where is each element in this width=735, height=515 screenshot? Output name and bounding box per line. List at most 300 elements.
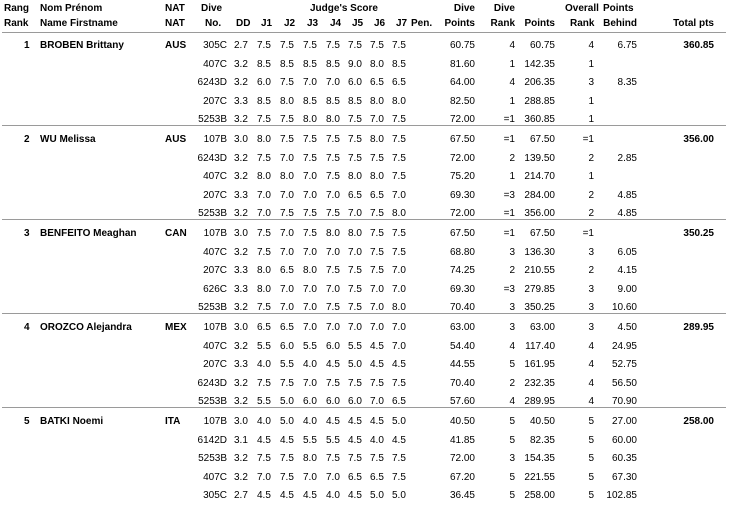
athlete-name: BROBEN Brittany — [40, 40, 124, 51]
dive-number: 5253B — [198, 396, 227, 407]
header-nat-1: NAT — [165, 3, 185, 14]
judge-score: 7.0 — [280, 284, 294, 295]
judge-score: 8.5 — [303, 96, 317, 107]
judge-score: 4.0 — [326, 490, 340, 501]
judge-score: 7.0 — [280, 153, 294, 164]
header-col-j4: J4 — [330, 18, 342, 29]
overall-points: 82.35 — [529, 435, 555, 446]
judge-score: 6.0 — [326, 396, 340, 407]
dive-points: 74.25 — [449, 265, 475, 276]
judge-score: 8.0 — [303, 114, 317, 125]
dive-dd: 3.0 — [234, 134, 248, 145]
overall-rank: =1 — [582, 228, 594, 239]
judge-score: 6.5 — [348, 190, 362, 201]
judge-score: 8.5 — [303, 59, 317, 70]
athlete-total: 289.95 — [683, 322, 714, 333]
points-behind: 60.00 — [611, 435, 637, 446]
judge-score: 7.5 — [280, 472, 294, 483]
overall-points: 136.30 — [524, 247, 555, 258]
judge-score: 7.0 — [303, 77, 317, 88]
judge-score: 7.0 — [257, 472, 271, 483]
judge-score: 7.0 — [326, 77, 340, 88]
dive-dd: 3.2 — [234, 59, 248, 70]
dive-rank: =3 — [503, 284, 515, 295]
judge-score: 7.0 — [280, 302, 294, 313]
dive-dd: 3.0 — [234, 416, 248, 427]
judge-score: 7.5 — [326, 265, 340, 276]
overall-points: 117.40 — [525, 341, 555, 352]
header-dive-1: Dive — [201, 3, 223, 14]
judge-score: 6.5 — [280, 322, 294, 333]
dive-dd: 3.2 — [234, 453, 248, 464]
judge-score: 6.5 — [370, 190, 384, 201]
dive-points: 70.40 — [449, 302, 475, 313]
dive-points: 72.00 — [449, 208, 475, 219]
overall-points: 206.35 — [524, 77, 555, 88]
judge-score: 7.0 — [303, 302, 317, 313]
header-total-pts: Total pts — [673, 18, 714, 29]
points-behind: 102.85 — [606, 490, 637, 501]
dive-number: 407C — [203, 341, 227, 352]
judge-score: 6.0 — [326, 341, 340, 352]
dive-number: 626C — [203, 284, 227, 295]
judge-score: 8.0 — [392, 208, 406, 219]
overall-rank: 4 — [588, 378, 594, 389]
dive-number: 407C — [203, 472, 227, 483]
judge-score: 7.0 — [303, 322, 317, 333]
judge-score: 7.5 — [348, 284, 362, 295]
judge-score: 7.5 — [280, 114, 294, 125]
athlete-name: BENFEITO Meaghan — [40, 228, 137, 239]
judge-score: 8.5 — [392, 59, 406, 70]
dive-dd: 3.1 — [234, 435, 248, 446]
judge-score: 4.0 — [370, 435, 384, 446]
judge-score: 8.5 — [257, 59, 271, 70]
overall-rank: 2 — [588, 265, 594, 276]
dive-points: 67.50 — [449, 134, 475, 145]
dive-dd: 3.2 — [234, 396, 248, 407]
dive-number: 5253B — [198, 453, 227, 464]
points-behind: 4.50 — [617, 322, 637, 333]
points-behind: 9.00 — [617, 284, 637, 295]
header-name-fr: Nom Prénom — [40, 3, 103, 14]
judge-score: 5.0 — [280, 416, 294, 427]
athlete-total: 350.25 — [683, 228, 714, 239]
judge-score: 7.5 — [303, 40, 317, 51]
judge-score: 7.5 — [303, 134, 317, 145]
judge-score: 7.5 — [392, 247, 406, 258]
athlete-nat: MEX — [165, 322, 187, 333]
overall-rank: 5 — [588, 472, 594, 483]
dive-rank: =1 — [503, 208, 515, 219]
judge-score: 7.5 — [370, 265, 384, 276]
judge-score: 7.5 — [257, 378, 271, 389]
judge-score: 6.5 — [370, 77, 384, 88]
overall-points: 154.35 — [524, 453, 555, 464]
header-col-j2: J2 — [284, 18, 296, 29]
judge-score: 4.5 — [280, 435, 294, 446]
overall-rank: 2 — [588, 153, 594, 164]
header-penalty: Pen. — [411, 18, 433, 29]
judge-score: 5.0 — [370, 490, 384, 501]
judge-score: 7.5 — [392, 171, 406, 182]
header-name: Name Firstname — [40, 18, 118, 29]
judge-score: 7.5 — [392, 453, 406, 464]
header-overall-rank: Rank — [570, 18, 595, 29]
dive-dd: 3.3 — [234, 284, 248, 295]
dive-rank: 3 — [509, 302, 515, 313]
judge-score: 7.0 — [392, 265, 406, 276]
judge-score: 7.5 — [326, 378, 340, 389]
header-col-j1: J1 — [261, 18, 273, 29]
dive-points: 40.50 — [449, 416, 475, 427]
dive-dd: 3.3 — [234, 190, 248, 201]
dive-number: 107B — [203, 134, 227, 145]
judge-score: 4.5 — [392, 359, 406, 370]
dive-rank: =1 — [503, 114, 515, 125]
judge-score: 7.0 — [326, 247, 340, 258]
header-divider — [2, 32, 726, 33]
judge-score: 7.0 — [303, 190, 317, 201]
judge-score: 5.0 — [348, 359, 362, 370]
athlete-name: WU Melissa — [40, 134, 96, 145]
dive-dd: 3.2 — [234, 208, 248, 219]
judge-score: 4.5 — [348, 490, 362, 501]
judge-score: 8.0 — [303, 453, 317, 464]
judge-score: 7.5 — [326, 208, 340, 219]
judge-score: 7.0 — [257, 208, 271, 219]
judge-score: 6.0 — [348, 396, 362, 407]
judge-score: 7.5 — [257, 153, 271, 164]
dive-dd: 2.7 — [234, 490, 248, 501]
judge-score: 7.0 — [348, 322, 362, 333]
judge-score: 7.5 — [326, 134, 340, 145]
overall-rank: 1 — [588, 114, 594, 125]
overall-points: 350.25 — [524, 302, 555, 313]
overall-rank: 3 — [588, 77, 594, 88]
judge-score: 7.0 — [326, 322, 340, 333]
overall-points: 60.75 — [529, 40, 555, 51]
judge-score: 7.5 — [280, 208, 294, 219]
overall-points: 232.35 — [524, 378, 555, 389]
judge-score: 7.5 — [257, 114, 271, 125]
dive-number: 107B — [203, 322, 227, 333]
judge-score: 7.5 — [303, 208, 317, 219]
dive-rank: 4 — [509, 341, 515, 352]
dive-rank: 5 — [509, 359, 515, 370]
overall-rank: 4 — [588, 359, 594, 370]
points-behind: 60.35 — [611, 453, 637, 464]
judge-score: 4.0 — [303, 416, 317, 427]
judge-score: 7.5 — [370, 247, 384, 258]
judge-score: 4.5 — [370, 359, 384, 370]
judge-score: 7.5 — [257, 247, 271, 258]
dive-rank: =1 — [503, 134, 515, 145]
overall-points: 67.50 — [529, 228, 555, 239]
judge-score: 4.0 — [257, 359, 271, 370]
header-col-j5: J5 — [352, 18, 364, 29]
judge-score: 7.5 — [257, 302, 271, 313]
dive-number: 107B — [203, 228, 227, 239]
athlete-rank: 3 — [24, 228, 30, 239]
dive-dd: 3.0 — [234, 322, 248, 333]
judge-score: 5.5 — [348, 341, 362, 352]
judge-score: 7.0 — [370, 302, 384, 313]
overall-rank: 2 — [588, 190, 594, 201]
judge-score: 7.0 — [392, 190, 406, 201]
dive-points: 69.30 — [449, 284, 475, 295]
overall-rank: 5 — [588, 435, 594, 446]
judge-score: 7.5 — [370, 153, 384, 164]
dive-points: 82.50 — [449, 96, 475, 107]
athlete-divider — [2, 219, 726, 220]
judge-score: 7.0 — [348, 247, 362, 258]
dive-rank: 2 — [509, 265, 515, 276]
judge-score: 7.5 — [280, 453, 294, 464]
judge-score: 4.5 — [392, 435, 406, 446]
dive-rank: 2 — [509, 153, 515, 164]
dive-dd: 3.2 — [234, 472, 248, 483]
overall-points: 214.70 — [524, 171, 555, 182]
judge-score: 6.5 — [257, 322, 271, 333]
judge-score: 6.0 — [303, 396, 317, 407]
overall-rank: 4 — [588, 40, 594, 51]
header-col-dd: DD — [236, 18, 251, 29]
judge-score: 7.5 — [326, 453, 340, 464]
dive-number: 5253B — [198, 208, 227, 219]
overall-rank: 3 — [588, 322, 594, 333]
header-overall-points: Points — [524, 18, 555, 29]
judge-score: 8.0 — [280, 96, 294, 107]
overall-points: 67.50 — [529, 134, 555, 145]
dive-number: 305C — [203, 490, 227, 501]
judge-score: 4.5 — [348, 435, 362, 446]
dive-number: 5253B — [198, 302, 227, 313]
dive-number: 6243D — [197, 378, 227, 389]
judge-score: 8.0 — [370, 96, 384, 107]
dive-rank: 1 — [509, 171, 515, 182]
points-behind: 52.75 — [611, 359, 637, 370]
judge-score: 5.0 — [392, 416, 406, 427]
judge-score: 5.5 — [257, 341, 271, 352]
athlete-name: BATKI Noemi — [40, 416, 104, 427]
judge-score: 8.5 — [280, 59, 294, 70]
judge-score: 7.0 — [303, 284, 317, 295]
overall-points: 360.85 — [524, 114, 555, 125]
overall-rank: 4 — [588, 341, 594, 352]
dive-points: 68.80 — [449, 247, 475, 258]
judge-score: 7.5 — [348, 114, 362, 125]
points-behind: 10.60 — [611, 302, 637, 313]
overall-points: 40.50 — [529, 416, 555, 427]
header-dive-rank-2: Rank — [490, 18, 515, 29]
judge-score: 7.0 — [370, 284, 384, 295]
header-points-1: Points — [603, 3, 634, 14]
dive-dd: 3.3 — [234, 96, 248, 107]
dive-points: 57.60 — [449, 396, 475, 407]
points-behind: 2.85 — [617, 153, 637, 164]
judge-score: 4.5 — [348, 416, 362, 427]
dive-points: 72.00 — [449, 114, 475, 125]
overall-rank: 2 — [588, 208, 594, 219]
overall-points: 284.00 — [524, 190, 555, 201]
judge-score: 7.0 — [257, 190, 271, 201]
overall-points: 356.00 — [524, 208, 555, 219]
judge-score: 4.5 — [370, 341, 384, 352]
dive-points: 72.00 — [449, 453, 475, 464]
judge-score: 4.5 — [303, 490, 317, 501]
judge-score: 8.0 — [303, 265, 317, 276]
judge-score: 8.0 — [257, 284, 271, 295]
judge-score: 6.0 — [348, 77, 362, 88]
overall-rank: 5 — [588, 490, 594, 501]
dive-rank: =1 — [503, 228, 515, 239]
judge-score: 7.5 — [392, 378, 406, 389]
judge-score: 8.0 — [392, 96, 406, 107]
overall-rank: 3 — [588, 247, 594, 258]
dive-number: 5253B — [198, 114, 227, 125]
judge-score: 7.0 — [326, 472, 340, 483]
judge-score: 7.0 — [392, 341, 406, 352]
judge-score: 8.0 — [348, 171, 362, 182]
overall-points: 161.95 — [524, 359, 555, 370]
dive-dd: 3.2 — [234, 153, 248, 164]
header-dive-no: No. — [205, 18, 222, 29]
dive-number: 407C — [203, 171, 227, 182]
dive-dd: 2.7 — [234, 40, 248, 51]
judge-score: 7.0 — [280, 190, 294, 201]
judge-score: 7.0 — [303, 171, 317, 182]
points-behind: 6.05 — [617, 247, 637, 258]
dive-number: 107B — [203, 416, 227, 427]
overall-points: 279.85 — [524, 284, 555, 295]
points-behind: 8.35 — [617, 77, 637, 88]
judge-score: 7.5 — [370, 228, 384, 239]
overall-points: 142.35 — [524, 59, 555, 70]
judge-score: 8.0 — [392, 302, 406, 313]
judge-score: 5.5 — [326, 435, 340, 446]
judge-score: 4.5 — [257, 435, 271, 446]
header-dive-points-2: Points — [444, 18, 475, 29]
overall-points: 210.55 — [524, 265, 555, 276]
judge-score: 7.5 — [392, 228, 406, 239]
overall-rank: 1 — [588, 59, 594, 70]
athlete-divider — [2, 125, 726, 126]
judge-score: 7.0 — [303, 472, 317, 483]
overall-points: 221.55 — [524, 472, 555, 483]
overall-rank: 1 — [588, 96, 594, 107]
points-behind: 56.50 — [611, 378, 637, 389]
athlete-rank: 1 — [24, 40, 30, 51]
judge-score: 4.5 — [326, 359, 340, 370]
judge-score: 7.0 — [303, 247, 317, 258]
dive-number: 6243D — [197, 153, 227, 164]
judge-score: 8.5 — [326, 96, 340, 107]
judge-score: 8.0 — [257, 134, 271, 145]
judge-score: 6.5 — [392, 396, 406, 407]
judge-score: 7.5 — [326, 171, 340, 182]
judge-score: 7.5 — [392, 134, 406, 145]
header-behind: Behind — [603, 18, 637, 29]
dive-number: 207C — [203, 96, 227, 107]
dive-dd: 3.2 — [234, 77, 248, 88]
dive-dd: 3.0 — [234, 228, 248, 239]
athlete-divider — [2, 313, 726, 314]
header-rank: Rank — [4, 18, 29, 29]
judge-score: 5.0 — [392, 490, 406, 501]
dive-rank: 3 — [509, 322, 515, 333]
judge-score: 7.5 — [280, 77, 294, 88]
dive-number: 6142D — [197, 435, 227, 446]
dive-dd: 3.2 — [234, 171, 248, 182]
judge-score: 6.0 — [280, 341, 294, 352]
athlete-nat: ITA — [165, 416, 181, 427]
judge-score: 5.5 — [303, 435, 317, 446]
header-judges-score: Judge's Score — [310, 3, 378, 14]
overall-points: 139.50 — [524, 153, 555, 164]
judge-score: 7.5 — [370, 208, 384, 219]
overall-rank: 5 — [588, 416, 594, 427]
judge-score: 7.5 — [370, 40, 384, 51]
judge-score: 7.5 — [348, 302, 362, 313]
overall-points: 289.95 — [524, 396, 555, 407]
judge-score: 7.5 — [392, 114, 406, 125]
judge-score: 7.5 — [348, 453, 362, 464]
dive-number: 207C — [203, 265, 227, 276]
overall-rank: 1 — [588, 171, 594, 182]
dive-dd: 3.3 — [234, 265, 248, 276]
overall-rank: 3 — [588, 302, 594, 313]
athlete-nat: AUS — [165, 134, 187, 145]
dive-rank: 4 — [509, 396, 515, 407]
athlete-nat: AUS — [165, 40, 187, 51]
dive-points: 67.20 — [449, 472, 475, 483]
dive-points: 41.85 — [449, 435, 475, 446]
judge-score: 8.5 — [348, 96, 362, 107]
dive-rank: 4 — [509, 40, 515, 51]
header-dive-rank-1: Dive — [493, 3, 515, 14]
judge-score: 7.5 — [392, 40, 406, 51]
judge-score: 7.5 — [257, 453, 271, 464]
points-behind: 4.15 — [617, 265, 637, 276]
judge-score: 7.5 — [392, 472, 406, 483]
judge-score: 8.0 — [370, 59, 384, 70]
dive-rank: 5 — [509, 490, 515, 501]
judge-score: 6.5 — [370, 472, 384, 483]
judge-score: 5.5 — [257, 396, 271, 407]
judge-score: 7.5 — [370, 378, 384, 389]
judge-score: 4.5 — [257, 490, 271, 501]
judge-score: 5.5 — [280, 359, 294, 370]
judge-score: 5.0 — [280, 396, 294, 407]
judge-score: 6.5 — [392, 77, 406, 88]
judge-score: 7.5 — [392, 153, 406, 164]
overall-rank: 3 — [588, 284, 594, 295]
judge-score: 7.5 — [348, 134, 362, 145]
dive-points: 67.50 — [449, 228, 475, 239]
judge-score: 6.5 — [348, 472, 362, 483]
dive-rank: 1 — [509, 59, 515, 70]
judge-score: 8.0 — [370, 134, 384, 145]
dive-points: 63.00 — [449, 322, 475, 333]
overall-rank: 4 — [588, 396, 594, 407]
judge-score: 4.5 — [280, 490, 294, 501]
judge-score: 7.5 — [280, 134, 294, 145]
dive-rank: 3 — [509, 453, 515, 464]
dive-rank: 3 — [509, 247, 515, 258]
dive-points: 44.55 — [449, 359, 475, 370]
judge-score: 7.0 — [392, 284, 406, 295]
